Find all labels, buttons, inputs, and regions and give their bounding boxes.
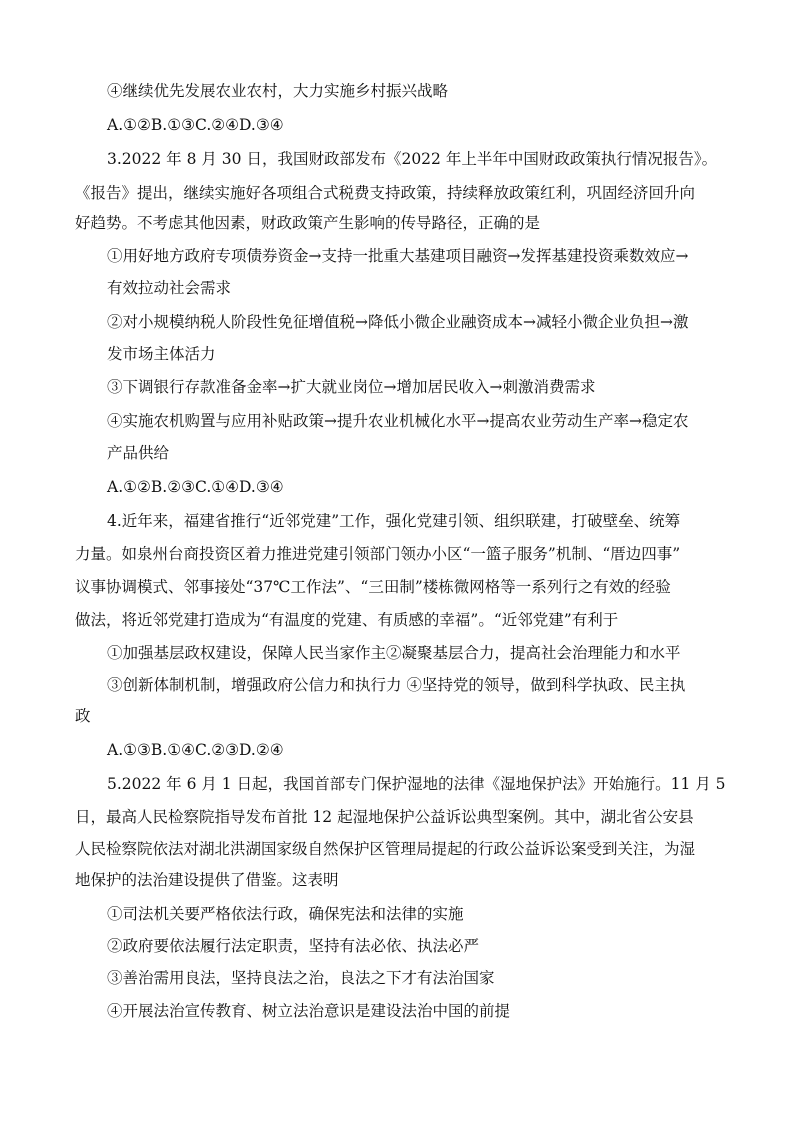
answer-choices-q4: A.①③B.①④C.②③D.②④	[107, 741, 284, 759]
option-line-4: ④继续优先发展农业农村，大力实施乡村振兴战略	[107, 82, 449, 100]
question-3-option-3: ③下调银行存款准备金率→扩大就业岗位→增加居民收入→刺激消费需求	[107, 378, 596, 396]
question-5-option-2: ②政府要依法履行法定职责，坚持有法必依、执法必严	[107, 937, 480, 955]
question-3-stem-line-1: 3.2022 年 8 月 30 日，我国财政部发布《2022 年上半年中国财政政策执行情况报告》。	[107, 150, 718, 168]
question-4-option-4-cont: 政	[75, 707, 91, 725]
answer-choices-q2: A.①②B.①③C.②④D.③④	[107, 116, 284, 134]
question-5-option-1: ①司法机关要严格依法行政，确保宪法和法律的实施	[107, 905, 464, 923]
question-3-option-4: ④实施农机购置与应用补贴政策→提升农业机械化水平→提高农业劳动生产率→稳定农	[107, 412, 689, 430]
question-4-stem-line-3: 议事协调模式、邻事接处“37℃工作法”、“三田制”楼栋微网格等一系列行之有效的经验	[75, 578, 671, 596]
question-3-stem-line-3: 好趋势。不考虑其他因素，财政政策产生影响的传导路径，正确的是	[75, 214, 541, 232]
question-3-option-1: ①用好地方政府专项债券资金→支持一批重大基建项目融资→发挥基建投资乘数效应→	[107, 247, 689, 265]
question-4-stem-line-1: 4.近年来，福建省推行“近邻党建”工作，强化党建引领、组织联建，打破壁垒、统筹	[107, 512, 681, 530]
question-5-option-4: ④开展法治宣传教育、树立法治意识是建设法治中国的前提	[107, 1002, 511, 1020]
question-4-options-1-2: ①加强基层政权建设，保障人民当家作主②凝聚基层合力，提高社会治理能力和水平	[107, 644, 681, 662]
question-3-option-1-cont: 有效拉动社会需求	[107, 279, 232, 297]
question-5-stem-line-3: 人民检察院依法对湖北洪湖国家级自然保护区管理局提起的行政公益诉讼案受到关注，为湿	[75, 840, 696, 858]
question-4-stem-line-4: 做法，将近邻党建打造成为“有温度的党建、有质感的幸福”。“近邻党建”有利于	[75, 611, 619, 629]
question-5-option-3: ③善治需用良法，坚持良法之治，良法之下才有法治国家	[107, 969, 495, 987]
question-5-stem-line-4: 地保护的法治建设提供了借鉴。这表明	[75, 871, 339, 889]
question-5-stem-line-1: 5.2022 年 6 月 1 日起，我国首部专门保护湿地的法律《湿地保护法》开始施行。11 月 5	[107, 775, 726, 793]
question-3-option-4-cont: 产品供给	[107, 444, 170, 462]
question-5-stem-line-2: 日，最高人民检察院指导发布首批 12 起湿地保护公益诉讼典型案例。其中，湖北省公安县	[75, 808, 694, 826]
question-4-options-3-4: ③创新体制机制，增强政府公信力和执行力 ④坚持党的领导，做到科学执政、民主执	[107, 676, 686, 694]
question-3-option-2: ②对小规模纳税人阶段性免征增值税→降低小微企业融资成本→减轻小微企业负担→激	[107, 313, 689, 331]
answer-choices-q3: A.①②B.②③C.①④D.③④	[107, 478, 284, 496]
question-3-stem-line-2: 《报告》提出，继续实施好各项组合式税费支持政策，持续释放政策红利，巩固经济回升向	[75, 184, 696, 202]
question-3-option-2-cont: 发市场主体活力	[107, 345, 216, 363]
question-4-stem-line-2: 力量。如泉州台商投资区着力推进党建引领部门领办小区“一篮子服务”机制、“厝边四事”	[75, 545, 681, 563]
